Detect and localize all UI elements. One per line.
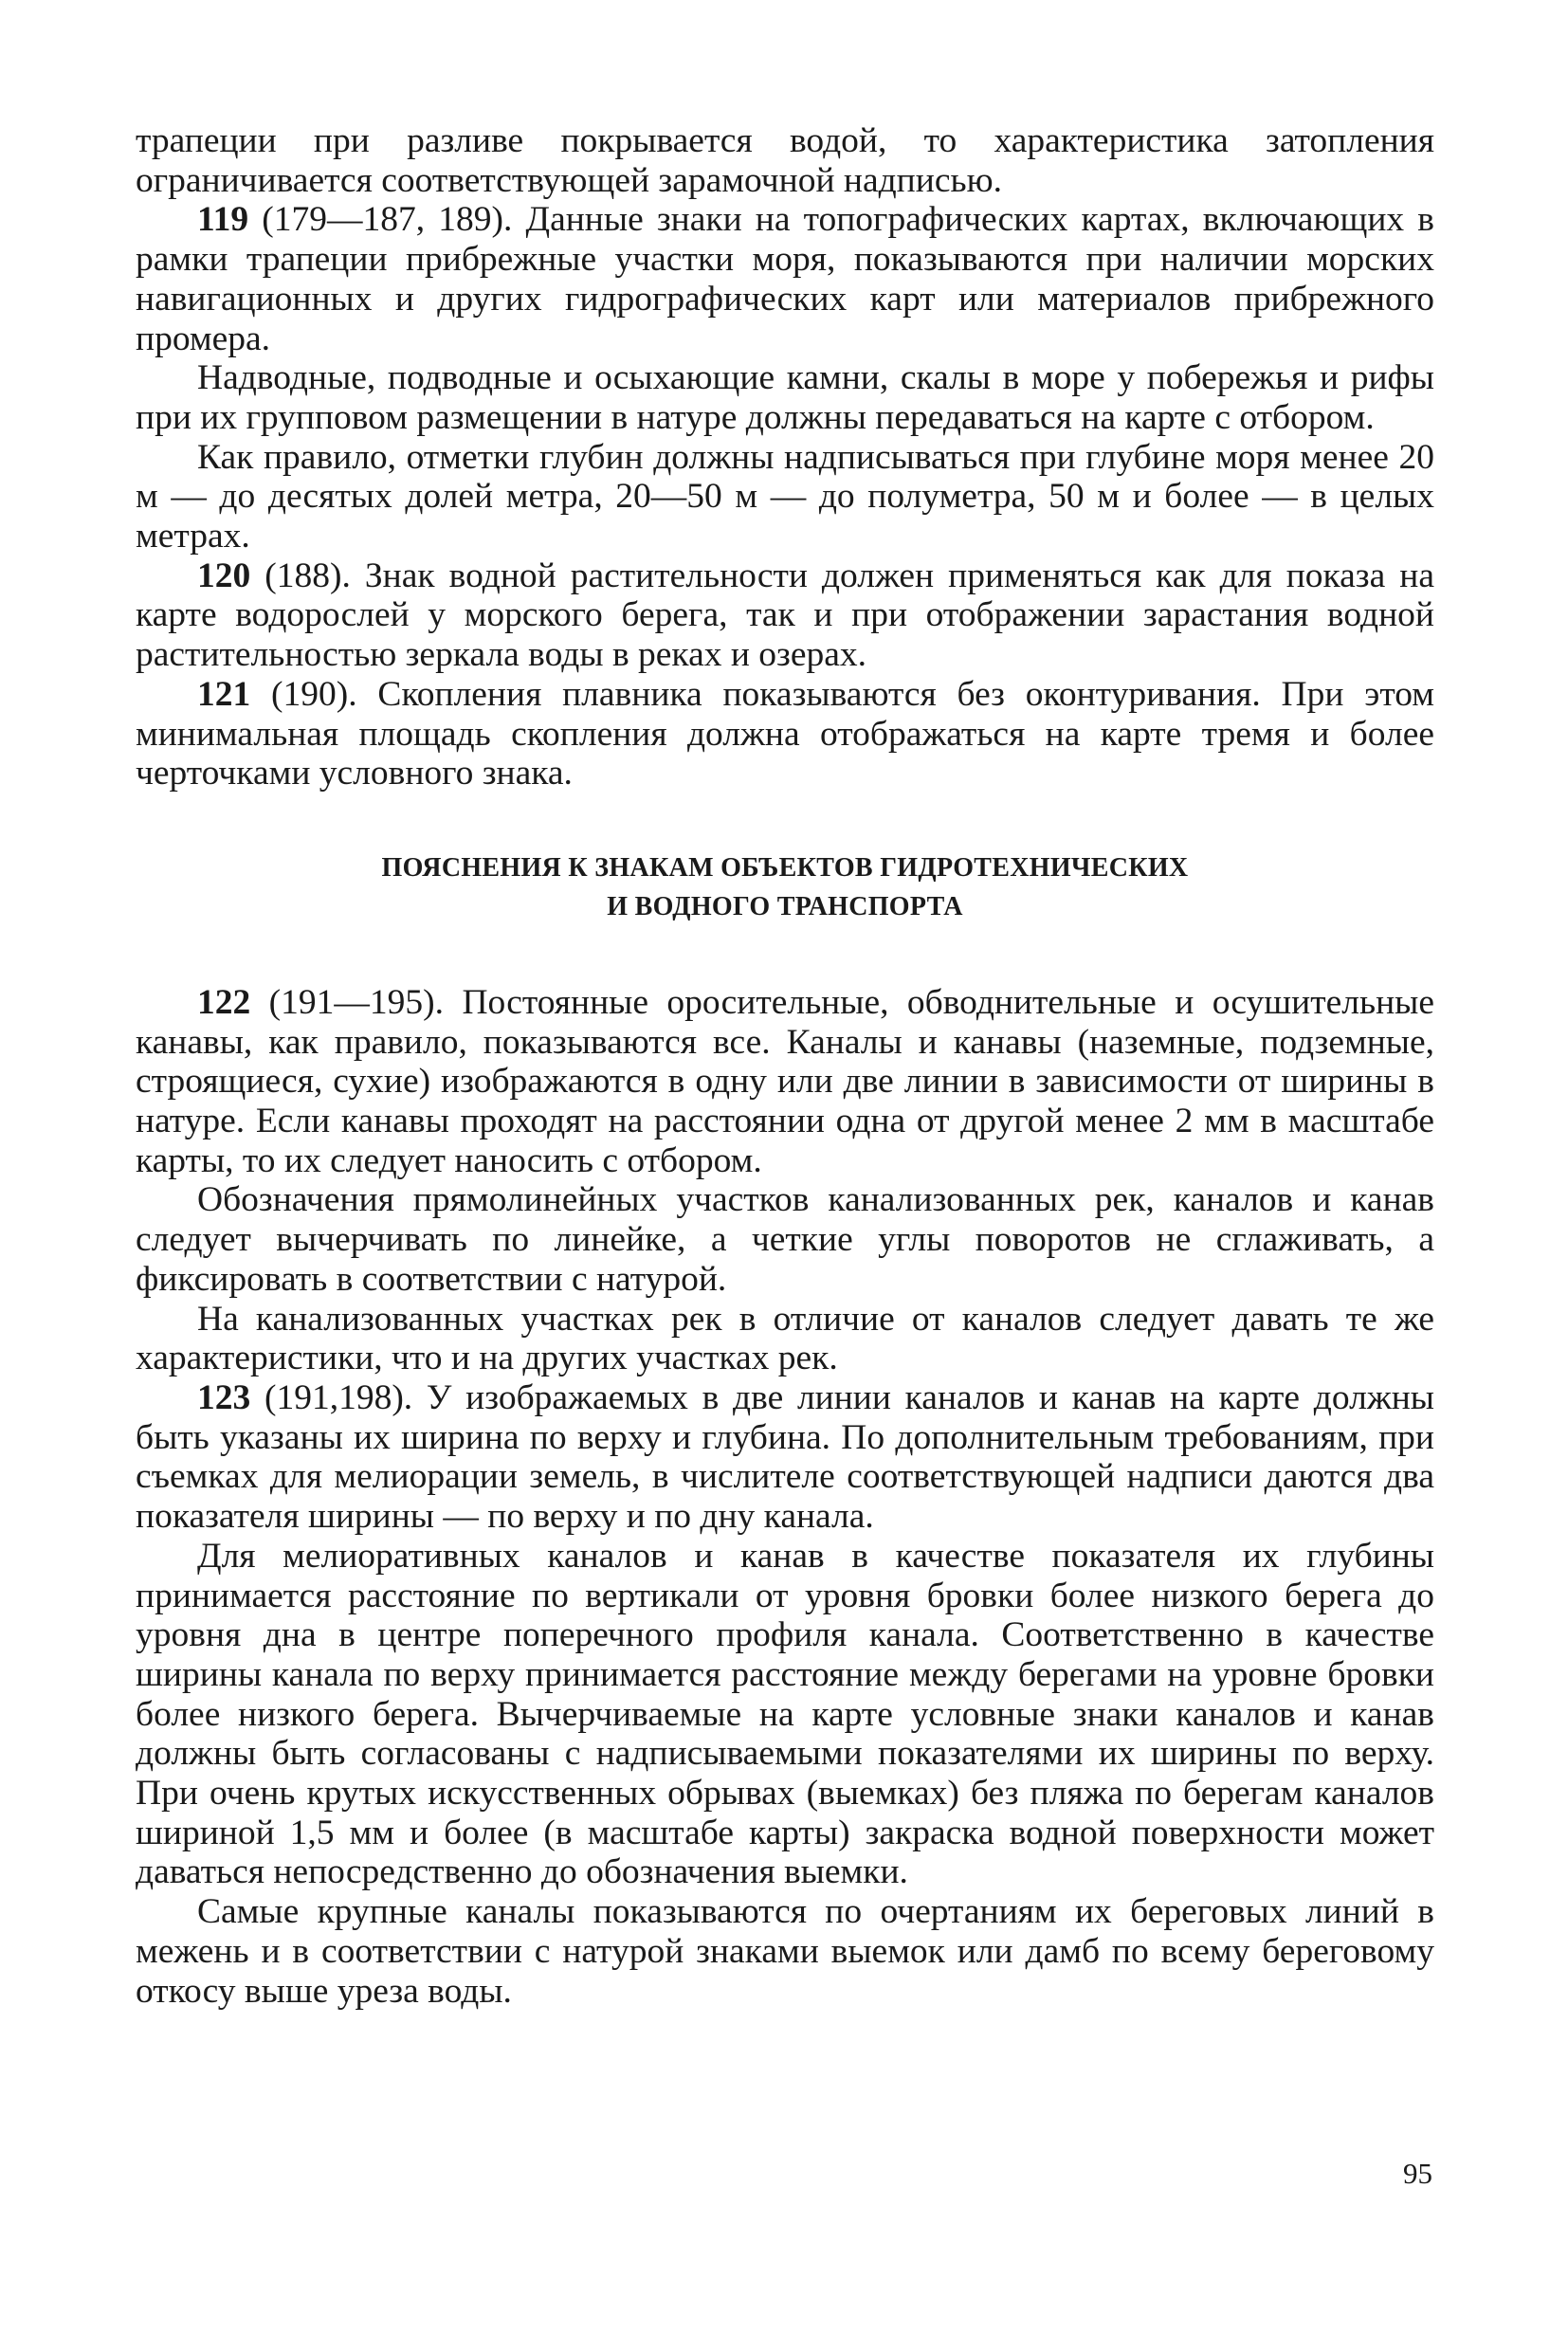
item-number: 121 [197, 674, 251, 714]
paragraph-text: трапеции при разливе покрывается водой, то характеристика затопления ограничивается соответствующей зарамочной надписью. [136, 121, 1434, 200]
item-number: 120 [197, 556, 251, 595]
paragraph-item-122 [136, 983, 1434, 1181]
paragraph-text: (190). Скопления плавника показываются без оконтуривания. При этом минимальная площадь скопления должна отображаться на карте тремя и более черточками условного знака. [136, 674, 1434, 793]
document-page [136, 121, 1434, 2011]
paragraph-depths [136, 438, 1434, 556]
paragraph-text: Самые крупные каналы показываются по очертаниям их береговых линий в межень и в соответствии с натурой знаками выемок или дамб по всему береговому откосу выше уреза воды. [136, 1892, 1434, 2011]
paragraph-text: Обозначения прямолинейных участков канализованных рек, каналов и канав следует вычерчивать по линейке, а четкие углы поворотов не сглаживать, а фиксировать в соответствии с натурой. [136, 1180, 1434, 1299]
paragraph-straight-sections [136, 1180, 1434, 1299]
paragraph-text: (191,198). У изображаемых в две линии каналов и канав на карте должны быть указаны их ширина по верху и глубина. По дополнительным требованиям, при съемках для мелиорации земель, в числителе соответствующей надписи даются два показателя ширины — по верху и по дну канала. [136, 1377, 1434, 1537]
paragraph-item-119 [136, 200, 1434, 358]
paragraph-text: (191—195). Постоянные оросительные, обводнительные и осушительные канавы, как правило, показываются все. Каналы и канавы (наземные, подземные, строящиеся, сухие) изображаются в одну или две линии в зависимости от ширины в натуре. Если канавы проходят на расстоянии одна от другой менее 2 мм в масштабе карты, то их следует наносить с отбором. [136, 982, 1434, 1180]
paragraph-text: На канализованных участках рек в отличие от каналов следует давать те же характеристики, что и на других участках рек. [136, 1299, 1434, 1378]
section-heading-line-1: ПОЯСНЕНИЯ К ЗНАКАМ ОБЪЕКТОВ ГИДРОТЕХНИЧЕСКИХ [381, 852, 1189, 883]
paragraph-text: Надводные, подводные и осыхающие камни, скалы в море у побережья и рифы при их групповом размещении в натуре должны передаваться на карте с отбором. [136, 358, 1434, 437]
paragraph-text: Как правило, отметки глубин должны надписываться при глубине моря менее 20 м — до десятых долей метра, 20—50 м — до полуметра, 50 м и более — в целых метрах. [136, 437, 1434, 556]
paragraph-item-121 [136, 675, 1434, 793]
paragraph-text: (179—187, 189). Данные знаки на топографических картах, включающих в рамки трапеции прибрежные участки моря, показываются при наличии морских навигационных и других гидрографических карт или материалов прибрежного промера. [136, 200, 1434, 358]
item-number: 119 [197, 200, 249, 240]
paragraph-rocks [136, 358, 1434, 437]
paragraph-continuation [136, 121, 1434, 200]
page-number: 95 [1403, 2157, 1432, 2190]
section-heading [136, 848, 1434, 926]
paragraph-text: (188). Знак водной растительности должен применяться как для показа на карте водорослей у морского берега, так и при отображении зарастания водной растительностью зеркала воды в реках и озерах. [136, 556, 1434, 675]
item-number: 123 [197, 1377, 251, 1417]
paragraph-largest-canals [136, 1892, 1434, 2011]
paragraph-text: Для мелиоративных каналов и канав в качестве показателя их глубины принимается расстояние по вертикали от уровня бровки более низкого берега до уровня дна в центре поперечного профиля канала. Соответственно в качестве ширины канала по верху принимается расстояние между берегами на уровне бровки более низкого берега. Вычерчиваемые на карте условные знаки каналов и канав должны быть согласованы с надписываемыми показателями их ширины по верху. При очень крутых искусственных обрывах (выемках) без пляжа по берегам каналов шириной 1,5 мм и более (в масштабе карты) закраска водной поверхности может даваться непосредственно до обозначения выемки. [136, 1536, 1434, 1892]
item-number: 122 [197, 982, 251, 1022]
paragraph-item-120 [136, 556, 1434, 675]
paragraph-melioration-canals [136, 1537, 1434, 1892]
paragraph-canalized-rivers [136, 1300, 1434, 1378]
paragraph-item-123 [136, 1378, 1434, 1537]
section-heading-line-2: И ВОДНОГО ТРАНСПОРТА [607, 891, 963, 921]
